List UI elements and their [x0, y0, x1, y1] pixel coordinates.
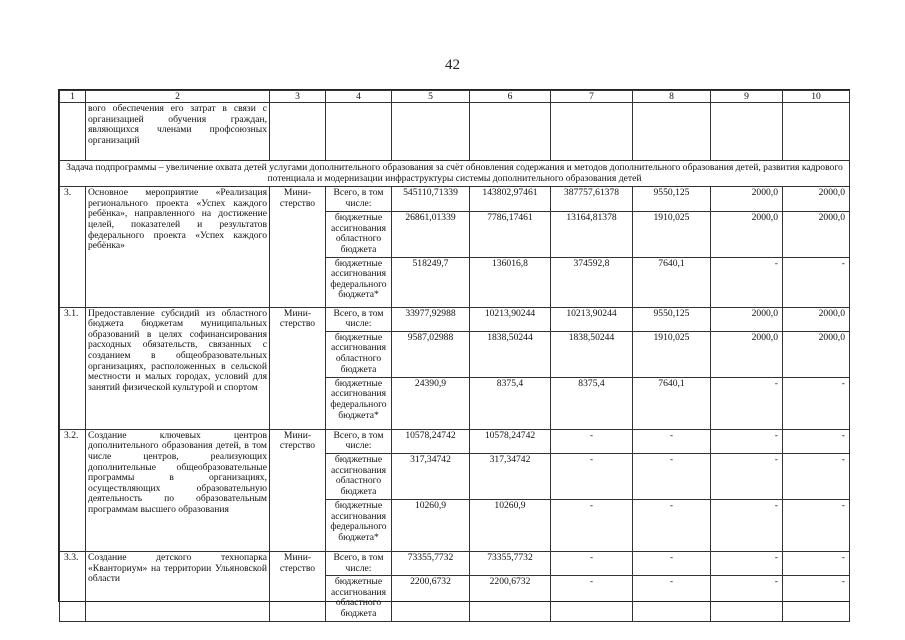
amount-cell: -: [551, 429, 633, 453]
col-number-7: 7: [551, 91, 633, 103]
amount-cell: 10260,9: [392, 499, 470, 551]
amount-cell: 317,34742: [392, 453, 470, 499]
amount-cell: 387757,61378: [551, 187, 633, 212]
amount-cell: 1910,025: [633, 331, 711, 377]
amount-cell: 33977,92988: [392, 307, 470, 331]
cont-num-cell: [60, 103, 86, 161]
amount-cell: 2000,0: [711, 187, 783, 212]
item-number: 3.: [60, 187, 86, 307]
funding-source: Всего, в том числе:: [326, 551, 392, 575]
funding-source: бюджетные ассигнования областного бюджета: [326, 331, 392, 377]
amount-cell: 73355,7732: [470, 551, 551, 575]
funding-source: Всего, в том числе:: [326, 429, 392, 453]
page-number: 42: [445, 57, 460, 73]
amount-cell: 7640,1: [633, 257, 711, 307]
cont-empty-7: [551, 103, 633, 161]
funding-source: Всего, в том числе:: [326, 187, 392, 212]
amount-cell: 73355,7732: [392, 551, 470, 575]
amount-cell: 10260,9: [470, 499, 551, 551]
cont-empty-6: [470, 103, 551, 161]
amount-cell: 1838,50244: [470, 331, 551, 377]
amount-cell: 518249,7: [392, 257, 470, 307]
amount-cell: -: [551, 551, 633, 575]
item-number: 3.2.: [60, 429, 86, 551]
amount-cell: 8375,4: [551, 377, 633, 429]
funding-source: бюджетные ассигнования областного бюджета: [326, 212, 392, 257]
amount-cell: -: [783, 551, 850, 575]
cont-empty-4: [326, 103, 392, 161]
amount-cell: 2000,0: [783, 212, 850, 257]
item-responsible: Мини-стерство: [270, 551, 326, 621]
column-number-row: [60, 91, 850, 103]
amount-cell: -: [711, 551, 783, 575]
col-number-3: 3: [270, 91, 326, 103]
funding-source: бюджетные ассигнования областного бюджета: [326, 453, 392, 499]
amount-cell: 9587,02988: [392, 331, 470, 377]
table-row: [60, 307, 850, 331]
table-row: [60, 429, 850, 453]
cont-empty-8: [633, 103, 711, 161]
cont-empty-9: [711, 103, 783, 161]
amount-cell: 2000,0: [783, 187, 850, 212]
amount-cell: 10213,90244: [551, 307, 633, 331]
amount-cell: -: [783, 429, 850, 453]
amount-cell: 136016,8: [470, 257, 551, 307]
item-responsible: Мини-стерство: [270, 187, 326, 307]
funding-source: бюджетные ассигнования федерального бюджета*: [326, 257, 392, 307]
amount-cell: 7786,17461: [470, 212, 551, 257]
task-heading: Задача подпрограммы – увеличение охвата детей услугами дополнительного образования за счёт обновления содержания и методов дополнительного образования детей, развития кадрового потенциала и модернизации инфраструктуры системы дополнительного образования детей: [60, 161, 850, 187]
amount-cell: 2000,0: [711, 212, 783, 257]
amount-cell: 2200,6732: [470, 576, 551, 622]
item-name: Основное мероприятие «Реализация регионального проекта «Успех каждого ребёнка», направленного на достижение целей, показателей и результатов федерального проекта «Успех каждого ребёнка»: [86, 187, 270, 307]
amount-cell: 2000,0: [783, 307, 850, 331]
budget-table: [59, 90, 850, 622]
cont-empty-5: [392, 103, 470, 161]
amount-cell: -: [633, 576, 711, 622]
item-number: 3.1.: [60, 307, 86, 429]
amount-cell: -: [783, 453, 850, 499]
col-number-10: 10: [783, 91, 850, 103]
amount-cell: 24390,9: [392, 377, 470, 429]
funding-source: Всего, в том числе:: [326, 307, 392, 331]
funding-source: бюджетные ассигнования федерального бюджета*: [326, 499, 392, 551]
amount-cell: -: [711, 377, 783, 429]
item-name: Создание детского технопарка «Кванториум» на территории Ульяновской области: [86, 551, 270, 621]
item-responsible: Мини-стерство: [270, 307, 326, 429]
amount-cell: 8375,4: [470, 377, 551, 429]
amount-cell: 7640,1: [633, 377, 711, 429]
amount-cell: 26861,01339: [392, 212, 470, 257]
table-row: [60, 551, 850, 575]
amount-cell: 1910,025: [633, 212, 711, 257]
amount-cell: 2000,0: [711, 331, 783, 377]
amount-cell: -: [783, 499, 850, 551]
task-row: [60, 161, 850, 187]
item-number: 3.3.: [60, 551, 86, 621]
amount-cell: 374592,8: [551, 257, 633, 307]
amount-cell: -: [711, 453, 783, 499]
col-number-9: 9: [711, 91, 783, 103]
amount-cell: -: [711, 429, 783, 453]
cont-desc-cell: вого обеспечения его затрат в связи с организацией обучения граждан, являющихся членами профсоюзных организаций: [86, 103, 270, 161]
col-number-2: 2: [86, 91, 270, 103]
amount-cell: -: [551, 576, 633, 622]
item-responsible: Мини-стерство: [270, 429, 326, 551]
amount-cell: -: [711, 257, 783, 307]
amount-cell: -: [633, 429, 711, 453]
amount-cell: 1838,50244: [551, 331, 633, 377]
amount-cell: -: [783, 576, 850, 622]
amount-cell: 143802,97461: [470, 187, 551, 212]
col-number-5: 5: [392, 91, 470, 103]
amount-cell: 10578,24742: [392, 429, 470, 453]
col-number-1: 1: [60, 91, 86, 103]
amount-cell: -: [783, 377, 850, 429]
amount-cell: 9550,125: [633, 307, 711, 331]
cont-empty-3: [270, 103, 326, 161]
budget-table-frame: [58, 89, 850, 619]
amount-cell: -: [711, 499, 783, 551]
col-number-8: 8: [633, 91, 711, 103]
amount-cell: -: [551, 453, 633, 499]
amount-cell: -: [711, 576, 783, 622]
amount-cell: 9550,125: [633, 187, 711, 212]
amount-cell: -: [551, 499, 633, 551]
amount-cell: -: [633, 551, 711, 575]
amount-cell: -: [633, 499, 711, 551]
amount-cell: 10213,90244: [470, 307, 551, 331]
amount-cell: 10578,24742: [470, 429, 551, 453]
funding-source: бюджетные ассигнования областного бюджета: [326, 576, 392, 622]
amount-cell: -: [633, 453, 711, 499]
funding-source: бюджетные ассигнования федерального бюджета*: [326, 377, 392, 429]
amount-cell: 545110,71339: [392, 187, 470, 212]
item-name: Предоставление субсидий из областного бюджета бюджетам муниципальных образований в целях софинансирования расходных обязательств, связанных с созданием в общеобразовательных организациях, расположенных в сельской местности и малых городах, условий для занятий физической культурой и спортом: [86, 307, 270, 429]
table-row: [60, 187, 850, 212]
continuation-row: [60, 103, 850, 161]
col-number-6: 6: [470, 91, 551, 103]
amount-cell: 2200,6732: [392, 576, 470, 622]
amount-cell: 2000,0: [783, 331, 850, 377]
amount-cell: 2000,0: [711, 307, 783, 331]
amount-cell: 317,34742: [470, 453, 551, 499]
item-name: Создание ключевых центров дополнительного образования детей, в том числе центров, реализующих дополнительные общеобразовательные программы в организациях, осуществляющих образовательную деятельность по образовательным программам высшего образования: [86, 429, 270, 551]
cont-empty-10: [783, 103, 850, 161]
amount-cell: 13164,81378: [551, 212, 633, 257]
col-number-4: 4: [326, 91, 392, 103]
amount-cell: -: [783, 257, 850, 307]
